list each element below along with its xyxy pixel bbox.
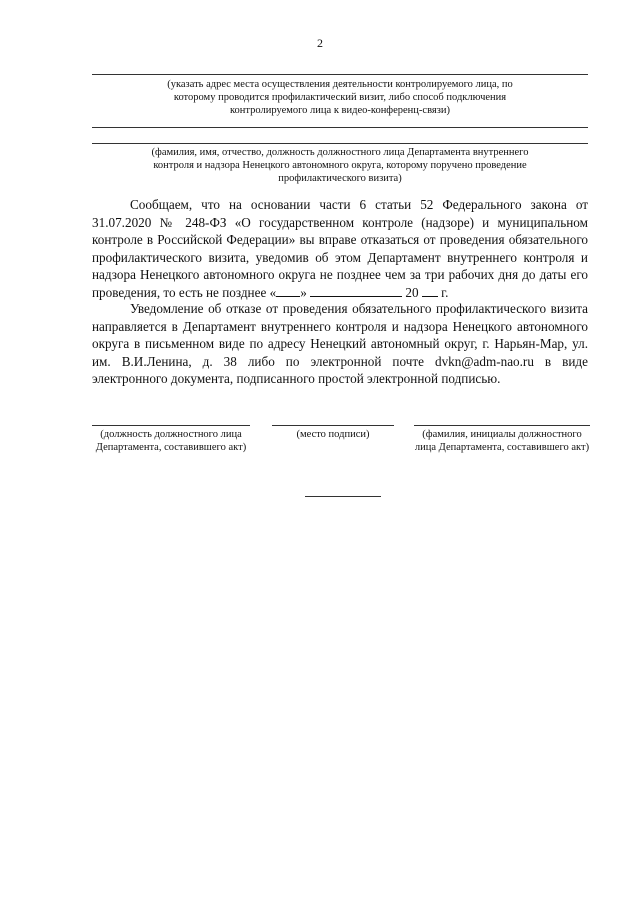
address-caption: (указать адрес места осуществления деятельности контролируемого лица, по которому проводится профилактический визит, либо способ подключения контролируемого лица к видео-конференц-связи) xyxy=(167,79,513,116)
signature-caption: (место подписи) xyxy=(296,429,370,440)
refusal-paragraph xyxy=(92,300,588,388)
month-blank xyxy=(310,285,402,297)
refusal-text: Уведомление об отказе от проведения обязательного профилактического визита направляется в Департамент внутреннего контроля и надзора Ненецкого автономного округа в письменном виде по адресу Ненецкий автономный округ, г. Нарьян-Мар, ул. им. В.И.Ленина, д. 38 либо по электронной почте dvkn@adm-nao.ru в виде электронного документа, подписанного простой электронной подписью. xyxy=(92,301,588,386)
day-blank xyxy=(276,285,300,297)
year-prefix: 20 xyxy=(405,284,419,300)
official-line-1 xyxy=(92,127,588,128)
name-signature-line xyxy=(414,425,590,426)
quote-close: » xyxy=(300,284,307,300)
notice-text: Сообщаем, что на основании части 6 статьи 52 Федерального закона от 31.07.2020 № 248-ФЗ «О государственном контроле (надзоре) и муниципальном контроле в Российской Федерации» вы вправе отказаться от проведения обязательного профилактического визита, уведомив об этом Департамент внутреннего контроля и надзора Ненецкого автономного округа не позднее чем за три рабочих дня до даты его проведения, то есть не позднее « xyxy=(92,197,588,300)
notice-paragraph xyxy=(92,196,588,301)
name-caption: (фамилия, инициалы должностного лица Департамента, составившего акт) xyxy=(414,429,590,453)
page-number: 2 xyxy=(317,36,323,50)
closing-rule xyxy=(305,496,381,497)
official-caption: (фамилия, имя, отчество, должность должностного лица Департамента внутреннего контроля и надзора Ненецкого автономного округа, которому поручено проведение профилактического визита) xyxy=(151,147,529,184)
position-caption: (должность должностного лица Департамента, составившего акт) xyxy=(95,429,247,453)
official-line-2 xyxy=(92,143,588,144)
address-line xyxy=(92,74,588,75)
signature-line xyxy=(272,425,394,426)
year-suffix: г. xyxy=(441,284,449,300)
year-blank xyxy=(422,285,438,297)
position-signature-line xyxy=(92,425,250,426)
